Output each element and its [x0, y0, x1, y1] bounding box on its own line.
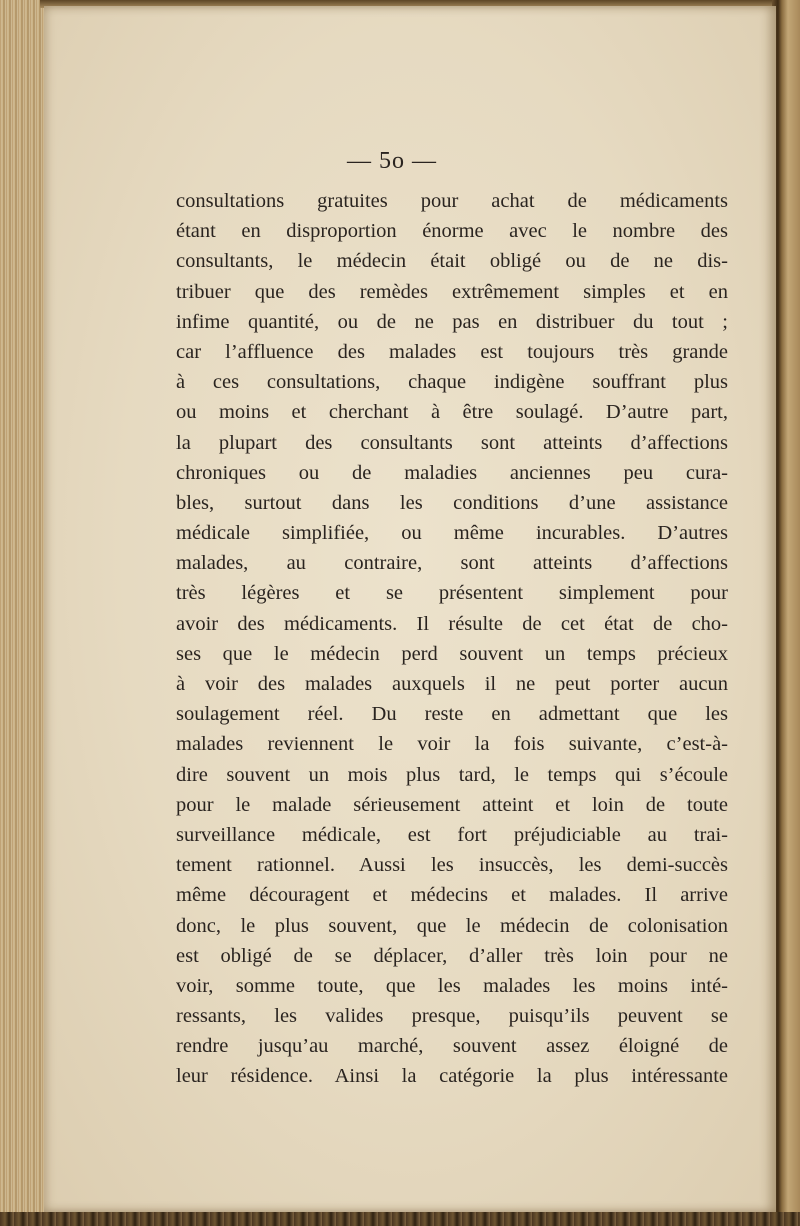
text-line: donc, le plus souvent, que le médecin de colonisation [176, 914, 728, 937]
text-line: leur résidence. Ainsi la catégorie la plus intéressante [176, 1065, 728, 1088]
text-line: chroniques ou de maladies anciennes peu cura- [176, 461, 728, 484]
text-line: surveillance médicale, est fort préjudiciable au trai- [176, 823, 728, 846]
text-line: à ces consultations, chaque indigène souffrant plus [176, 371, 728, 394]
right-book-edge [772, 0, 800, 1226]
text-line: ses que le médecin perd souvent un temps précieux [176, 642, 728, 665]
text-line: rendre jusqu’au marché, souvent assez éloigné de [176, 1035, 728, 1058]
text-line: même découragent et médecins et malades. Il arrive [176, 884, 728, 907]
text-line: voir, somme toute, que les malades les moins inté- [176, 974, 728, 997]
text-line: avoir des médicaments. Il résulte de cet état de cho- [176, 612, 728, 635]
text-line: consultants, le médecin était obligé ou de ne dis- [176, 250, 728, 273]
bottom-book-edge [0, 1212, 800, 1226]
text-line: soulagement réel. Du reste en admettant que les [176, 703, 728, 726]
text-line: à voir des malades auxquels il ne peut porter aucun [176, 673, 728, 695]
page-number: — 5o — [347, 148, 437, 174]
text-line: bles, surtout dans les conditions d’une assistance [176, 491, 728, 514]
text-line: car l’affluence des malades est toujours très grande [176, 340, 728, 363]
printed-page [44, 6, 776, 1212]
text-line: étant en disproportion énorme avec le nombre des [176, 220, 728, 243]
left-page-edges [0, 0, 46, 1226]
text-line: la plupart des consultants sont atteints d’affections [176, 431, 728, 454]
text-line: consultations gratuites pour achat de médicaments [176, 190, 728, 212]
text-line: ressants, les valides presque, puisqu’ils peuvent se [176, 1005, 728, 1028]
text-line: ou moins et cherchant à être soulagé. D’autre part, [176, 401, 728, 424]
text-line: tribuer que des remèdes extrêmement simples et en [176, 280, 728, 303]
text-line: très légères et se présentent simplement pour [176, 582, 728, 605]
text-line: infime quantité, ou de ne pas en distribuer du tout ; [176, 310, 728, 333]
text-line: médicale simplifiée, ou même incurables. D’autres [176, 522, 728, 545]
text-line: dire souvent un mois plus tard, le temps qui s’écoule [176, 763, 728, 786]
body-text [176, 186, 728, 1092]
text-line: est obligé de se déplacer, d’aller très loin pour ne [176, 944, 728, 967]
text-line: malades, au contraire, sont atteints d’affections [176, 552, 728, 575]
text-line: malades reviennent le voir la fois suivante, c’est-à- [176, 733, 728, 756]
text-line: tement rationnel. Aussi les insuccès, les demi-succès [176, 854, 728, 877]
text-line: pour le malade sérieusement atteint et loin de toute [176, 793, 728, 816]
